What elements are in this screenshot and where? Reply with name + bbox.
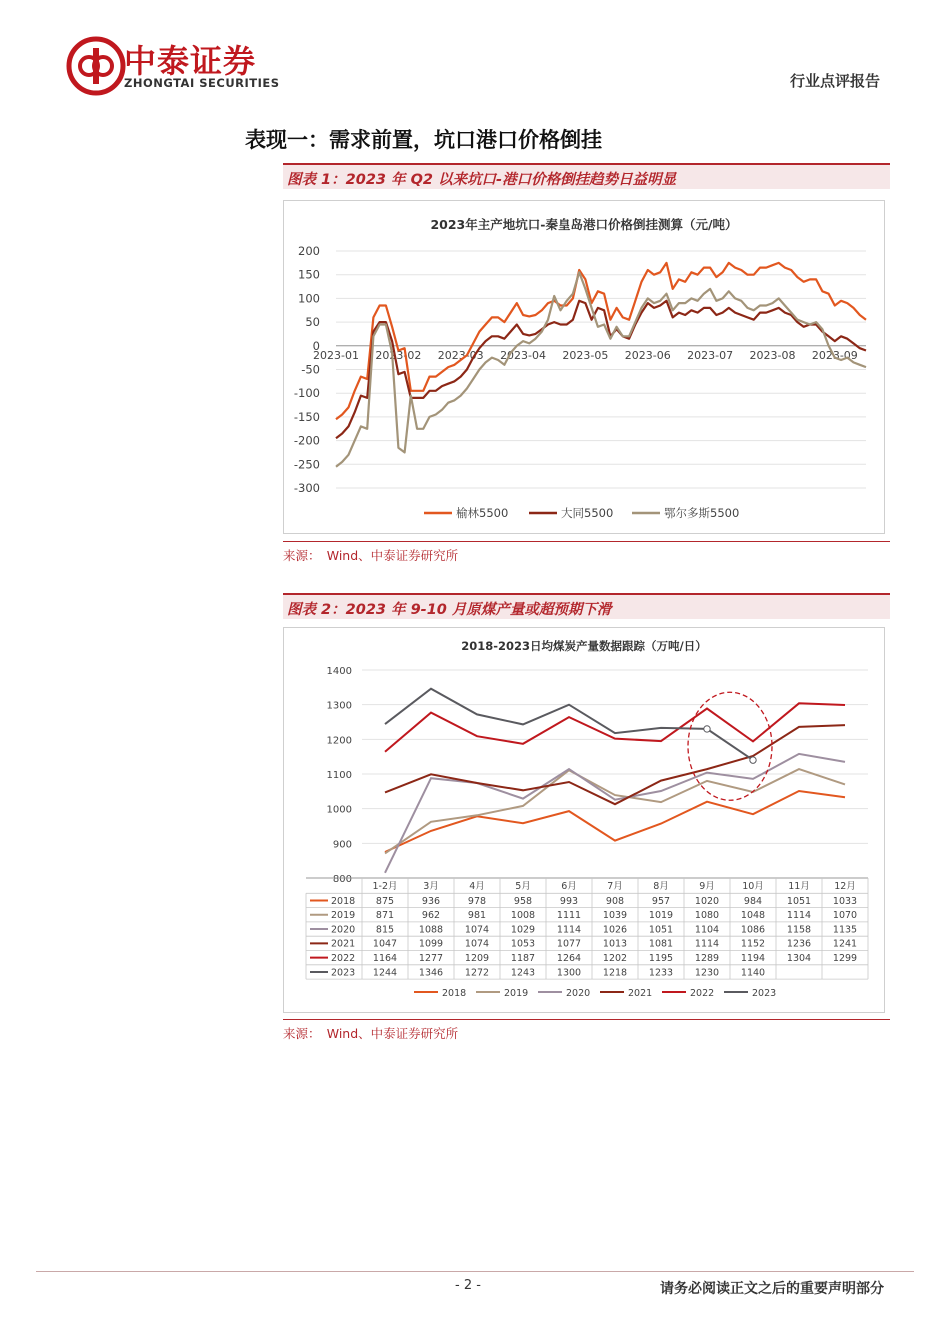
chart2-highlight-marker (704, 726, 710, 732)
chart2-legend-label: 2021 (628, 988, 653, 999)
figure1-chart-frame (283, 200, 885, 534)
chart2-highlight-marker (750, 757, 756, 763)
page-number: - 2 - (455, 1278, 481, 1293)
chart1-series-line (336, 263, 866, 419)
chart2-table-cell: 1209 (464, 953, 490, 964)
chart1-y-tick-label: -250 (293, 457, 320, 472)
chart2-table-cell: 1047 (372, 938, 398, 950)
chart1-x-tick-label: 2023-09 (811, 348, 858, 362)
chart2-category-label: 3月 (423, 881, 439, 892)
chart2-table-cell: 1070 (832, 910, 858, 922)
logo-text-en: ZHONGTAI SECURITIES (124, 76, 280, 90)
chart2-title: 2018-2023日均煤炭产量数据跟踪（万吨/日） (461, 639, 707, 653)
chart2-table-cell: 1080 (694, 910, 720, 922)
chart2-legend-label: 2019 (504, 988, 529, 999)
chart2-table-cell: 1074 (464, 924, 490, 936)
chart2-y-tick-label: 1200 (326, 735, 352, 747)
chart2-table-cell: 1114 (556, 924, 582, 936)
chart1-y-tick-label: 50 (305, 315, 320, 330)
chart2-table-cell: 1074 (464, 938, 490, 950)
chart1-y-tick-label: -100 (293, 386, 320, 401)
section-title: 表现一：需求前置，坑口港口价格倒挂 (245, 128, 602, 152)
figure1-caption-bar (283, 163, 890, 189)
chart1-y-tick-label: 200 (298, 244, 320, 258)
chart2-table-cell: 1264 (556, 953, 582, 964)
chart2-table-cell: 1086 (740, 924, 766, 936)
chart2-series-line (385, 689, 753, 760)
chart2-table-cell: 1029 (510, 924, 536, 936)
chart2-table-cell: 1026 (602, 924, 628, 936)
chart2-category-label: 6月 (561, 881, 577, 892)
chart1-title: 2023年主产地坑口-秦皇岛港口价格倒挂测算（元/吨） (430, 217, 738, 232)
chart2-table-cell: 1236 (786, 938, 812, 950)
chart2-table-cell: 1013 (602, 938, 628, 950)
chart2-table-cell: 1081 (648, 938, 674, 950)
chart2-table-cell: 1289 (694, 953, 720, 964)
chart2-table-cell: 1104 (694, 924, 720, 936)
figure2-chart-frame (283, 627, 885, 1013)
chart2-table-cell: 871 (375, 910, 395, 922)
chart2-table-cell: 1304 (786, 953, 812, 964)
chart2-series-line (385, 754, 845, 873)
chart2-table-series-label: 2021 (331, 938, 356, 950)
chart1-y-tick-label: -150 (293, 409, 320, 424)
chart2-table-cell: 1272 (464, 967, 490, 979)
chart1-x-tick-label: 2023-03 (437, 348, 484, 362)
chart1-y-tick-label: 100 (298, 291, 320, 306)
chart1-x-tick-label: 2023-04 (500, 348, 547, 362)
chart2-table-cell: 908 (605, 895, 625, 907)
chart2-table-cell: 978 (467, 895, 487, 907)
chart2-category-label: 12月 (834, 881, 856, 892)
chart2-table-series-label: 2023 (331, 967, 356, 979)
figure1-source: 来源： Wind、中泰证券研究所 (283, 548, 459, 563)
chart2-table-cell: 1020 (694, 895, 720, 907)
chart2-category-label: 4月 (469, 881, 485, 892)
chart2-table-series-label: 2019 (331, 910, 356, 922)
chart1-y-tick-label: 0 (312, 338, 320, 353)
coal-output-chart (284, 628, 884, 1012)
chart2-legend-label: 2018 (442, 988, 467, 999)
chart2-table-cell: 1008 (510, 910, 536, 922)
chart2-table-cell: 1243 (510, 967, 536, 979)
chart2-y-tick-label: 1100 (326, 770, 352, 781)
chart1-y-tick-label: -200 (293, 433, 320, 448)
chart2-table-cell: 1114 (694, 938, 720, 950)
chart1-legend-label: 榆林5500 (456, 506, 509, 520)
chart1-x-tick-label: 2023-08 (749, 348, 796, 362)
chart1-x-tick-label: 2023-01 (313, 348, 359, 362)
chart2-table-cell: 1111 (556, 910, 582, 922)
chart1-x-tick-label: 2023-02 (375, 348, 422, 362)
figure2-caption: 图表 2：2023 年 9-10 月原煤产量或超预期下滑 (287, 602, 612, 618)
chart2-y-tick-label: 800 (332, 874, 352, 885)
figure1-divider (283, 541, 890, 542)
chart2-table-cell: 1114 (786, 910, 812, 922)
chart2-table-cell: 1077 (556, 938, 582, 950)
chart1-y-tick-label: 150 (298, 267, 320, 282)
chart2-table-cell: 981 (467, 910, 487, 922)
chart2-y-tick-label: 1400 (326, 666, 352, 677)
chart2-category-label: 10月 (742, 881, 764, 892)
chart1-legend-label: 大同5500 (561, 506, 614, 520)
figure2-caption-bar (283, 593, 890, 619)
chart2-table-cell: 1152 (740, 938, 766, 950)
chart2-table-cell: 1218 (602, 967, 628, 979)
chart2-table-cell: 1019 (648, 910, 674, 922)
chart2-table-series-label: 2018 (331, 895, 356, 907)
chart2-table-cell: 1033 (832, 895, 858, 907)
chart2-category-label: 11月 (788, 881, 810, 892)
chart2-y-tick-label: 1300 (326, 700, 352, 712)
chart2-category-label: 5月 (515, 881, 531, 892)
chart2-table-series-label: 2020 (331, 924, 356, 936)
chart2-category-label: 7月 (607, 881, 623, 892)
chart2-legend-label: 2020 (566, 988, 591, 999)
chart2-table-cell: 1088 (418, 924, 444, 936)
chart2-table-cell: 1039 (602, 910, 628, 922)
figure1-caption: 图表 1：2023 年 Q2 以来坑口-港口价格倒挂趋势日益明显 (287, 172, 677, 188)
chart2-table-cell: 1051 (648, 924, 674, 936)
chart2-table-cell: 1158 (786, 924, 812, 936)
chart2-table-cell: 1230 (694, 967, 720, 979)
price-inversion-chart (284, 201, 884, 533)
chart2-legend-label: 2022 (690, 988, 715, 999)
chart2-table-cell: 1164 (372, 953, 398, 964)
chart2-table-cell: 815 (375, 924, 395, 936)
chart2-category-label: 9月 (699, 881, 715, 892)
chart2-table-cell: 962 (421, 910, 441, 922)
chart2-category-label: 1-2月 (372, 881, 398, 892)
chart2-table-cell: 1233 (648, 967, 674, 979)
chart2-table-cell: 984 (743, 895, 763, 907)
figure2-divider (283, 1019, 890, 1020)
chart2-table-cell: 1194 (740, 953, 766, 964)
chart2-table-cell: 1300 (556, 967, 582, 979)
chart2-table-cell: 1099 (418, 938, 444, 950)
footer-divider (36, 1271, 914, 1272)
chart2-table-cell: 1053 (510, 938, 536, 950)
chart2-table-cell: 957 (651, 895, 671, 907)
chart2-table-cell: 1187 (510, 953, 536, 964)
footer-disclaimer: 请务必阅读正文之后的重要声明部分 (660, 1281, 884, 1297)
chart2-table-cell: 958 (513, 895, 533, 907)
chart2-table-cell: 1299 (832, 953, 858, 964)
chart2-table-cell: 1202 (602, 953, 628, 964)
figure2-source: 来源： Wind、中泰证券研究所 (283, 1026, 459, 1041)
chart1-x-tick-label: 2023-05 (562, 348, 609, 362)
chart1-legend-label: 鄂尔多斯5500 (664, 506, 740, 520)
chart2-table-cell: 875 (375, 895, 395, 907)
chart2-table-cell: 1135 (832, 924, 858, 936)
chart2-y-tick-label: 900 (332, 839, 352, 851)
chart2-table-cell: 1241 (832, 938, 858, 950)
chart1-x-tick-label: 2023-07 (687, 348, 734, 362)
chart2-table-cell: 1346 (418, 967, 444, 979)
document-type: 行业点评报告 (789, 72, 880, 90)
chart2-series-line (385, 725, 845, 804)
chart2-legend-label: 2023 (752, 988, 777, 999)
chart2-category-label: 8月 (653, 881, 669, 892)
chart2-table-cell: 1195 (648, 953, 674, 964)
chart2-series-line (385, 703, 845, 752)
company-logo (66, 36, 126, 96)
chart2-table-series-label: 2022 (331, 953, 356, 964)
chart1-x-tick-label: 2023-06 (624, 348, 671, 362)
chart1-y-tick-label: -50 (301, 362, 320, 377)
chart2-table-cell: 1277 (418, 953, 444, 964)
chart2-table-cell: 993 (559, 895, 579, 907)
chart2-table-cell: 936 (421, 895, 441, 907)
chart1-y-tick-label: -300 (293, 481, 320, 495)
chart2-table-cell: 1051 (786, 895, 812, 907)
chart2-table-cell: 1244 (372, 967, 398, 979)
chart2-y-tick-label: 1000 (326, 804, 352, 816)
logo-text-cn: 中泰证券 (124, 42, 257, 80)
chart2-table-cell: 1140 (740, 967, 766, 979)
chart2-table-cell: 1048 (740, 910, 766, 922)
